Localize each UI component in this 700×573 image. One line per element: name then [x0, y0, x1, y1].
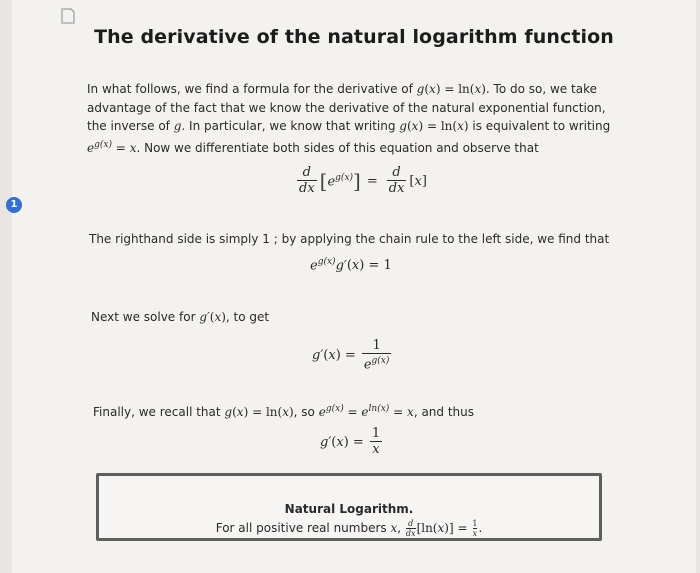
finally-text-3: , and thus	[413, 405, 474, 419]
equation-4: g′ ( x ) = $\frac{1}{x}$	[320, 426, 381, 457]
box-text: For all positive real numbers x, $\frac{d}{dx}$ [ln(x)] = $\frac{1}{x}$ .	[215, 519, 483, 538]
equation-2: $e^{g(x)}g'$ ( x ) = 1	[310, 257, 392, 274]
finally-paragraph: Finally, we recall that g(x) = ln(x), so $e^{g(x)} = e^{ln(x)} = x$, and thus	[93, 404, 474, 419]
intro-text-5: . Now we differentiate both sides of this equation and observe that	[136, 140, 539, 155]
box-text-label: For all positive real numbers	[215, 521, 387, 535]
finally-text-2: , so	[293, 405, 315, 419]
intro-text-2: . To do so, we take advantage of the fact that we know the derivative of the natural exponential function, the inverse of	[87, 82, 606, 133]
equation-1: $\frac{d}{dx}$ [ $e^{g(x)}$ ] = $\frac{d}{dx}$ [ x ]	[299, 165, 427, 196]
math-g-eq-ln: g	[416, 82, 425, 96]
solve-text-1: Next we solve for	[91, 310, 196, 324]
bookmark-icon[interactable]	[60, 8, 76, 24]
solve-text-2: , to get	[225, 310, 270, 324]
math-g-prime: g′	[199, 310, 210, 324]
intro-text-3: . In particular, we know that writing	[181, 119, 396, 133]
finally-text-1: Finally, we recall that	[93, 405, 221, 419]
solve-paragraph: Next we solve for g′(x), to get	[91, 310, 270, 324]
math-chain-final: $e^{g(x)}$	[318, 404, 344, 419]
page	[12, 0, 696, 573]
step-badge[interactable]: 1	[6, 197, 22, 213]
intro-text-1: In what follows, we find a formula for the derivative of	[87, 82, 413, 96]
intro-paragraph: In what follows, we find a formula for the derivative of g(x) = ln(x). To do so, we take advantage of the fact that we know the derivative of the natural exponential function, the inverse of g. In particular, we know that writing g(x) = ln(x) is equivalent to writing $e^{g(x)} = x$. Now we differentiate both sides of this equation and observe that	[87, 82, 611, 155]
math-g: g	[173, 119, 182, 133]
intro-text-4: is equivalent to writing	[472, 119, 611, 133]
equation-3: g′ ( x ) = $\frac{1}{e^{g(x)}}$	[312, 338, 390, 373]
box-title: Natural Logarithm.	[284, 502, 414, 516]
righthand-paragraph: The righthand side is simply 1 ; by applying the chain rule to the left side, we find that	[89, 232, 610, 246]
natural-logarithm-box	[96, 473, 602, 541]
page-title: The derivative of the natural logarithm function	[94, 26, 614, 48]
math-e-g-eq-x: $e^{g(x)}$	[87, 139, 112, 155]
